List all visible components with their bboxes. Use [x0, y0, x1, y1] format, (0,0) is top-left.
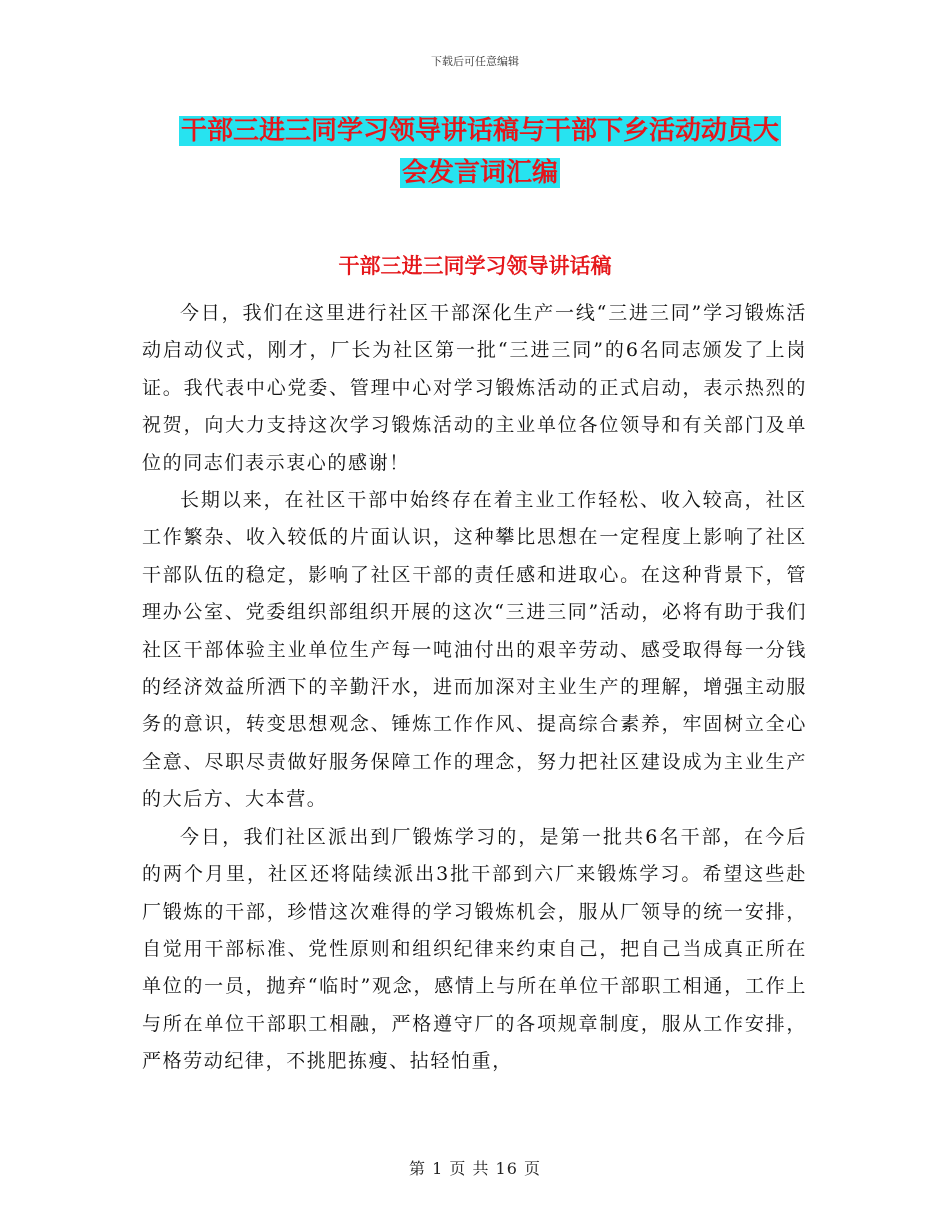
paragraph: 今日，我们社区派出到厂锻炼学习的，是第一批共6名干部，在今后的两个月里，社区还将陆续派出3批干部到六厂来锻炼学习。希望这些赴厂锻炼的干部，珍惜这次难得的学习锻炼机会，服从厂领导的统一安排，自觉用干部标准、党性原则和组织纪律来约束自己，把自己当成真正所在单位的一员，抛弃“临时”观念，感情上与所在单位干部职工相通，工作上与所在单位干部职工相融，严格遵守厂的各项规章制度，服从工作安排，严格劳动纪律，不挑肥拣瘦、拈轻怕重，: [142, 825, 807, 1073]
body-text: [142, 295, 807, 1081]
header-note: 下载后可任意编辑: [431, 55, 519, 68]
page-number-footer: 第 1 页 共 16 页: [409, 1159, 541, 1178]
document-title-line-2: 会发言词汇编: [401, 158, 558, 188]
document-title-line-1: 干部三进三同学习领导讲话稿与干部下乡活动动员大: [180, 116, 779, 146]
section-heading: 干部三进三同学习领导讲话稿: [338, 254, 612, 278]
paragraph: 今日，我们在这里进行社区干部深化生产一线“三进三同”学习锻炼活动启动仪式，刚才，厂长为社区第一批“三进三同”的6名同志颁发了上岗证。我代表中心党委、管理中心对学习锻炼活动的正式启动，表示热烈的祝贺，向大力支持这次学习锻炼活动的主业单位各位领导和有关部门及单位的同志们表示衷心的感谢！: [142, 302, 807, 474]
document-title: [140, 110, 820, 194]
paragraph: 长期以来，在社区干部中始终存在着主业工作轻松、收入较高，社区工作繁杂、收入较低的片面认识，这种攀比思想在一定程度上影响了社区干部队伍的稳定，影响了社区干部的责任感和进取心。在这种背景下，管理办公室、党委组织部组织开展的这次“三进三同”活动，必将有助于我们社区干部体验主业单位生产每一吨油付出的艰辛劳动、感受取得每一分钱的经济效益所洒下的辛勤汗水，进而加深对主业生产的理解，增强主动服务的意识，转变思想观念、锤炼工作作风、提高综合素养，牢固树立全心全意、尽职尽责做好服务保障工作的理念，努力把社区建设成为主业生产的大后方、大本营。: [142, 489, 807, 811]
